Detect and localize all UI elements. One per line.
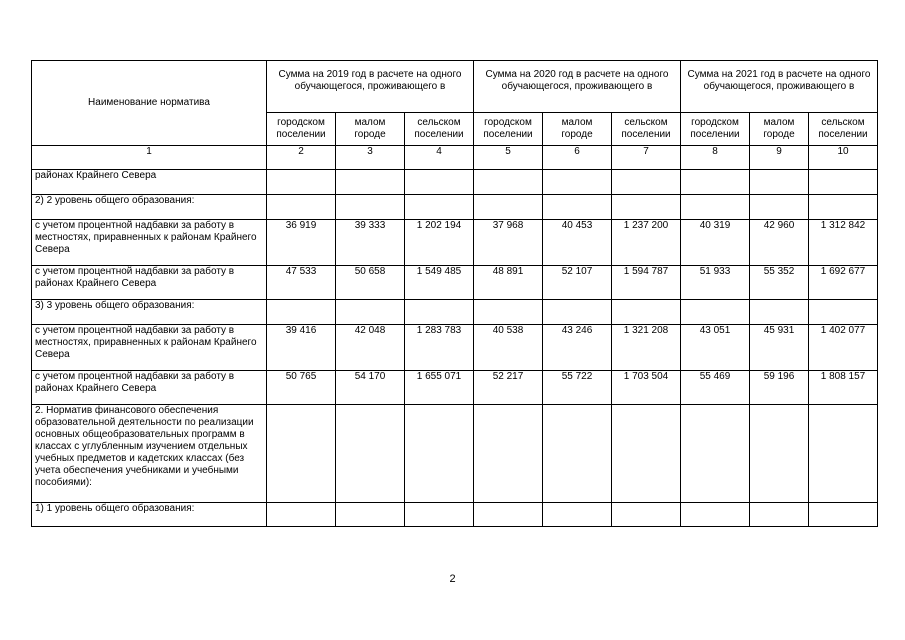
value-cell: 50 658	[336, 266, 405, 300]
value-cell: 1 321 208	[612, 325, 681, 371]
column-index: 9	[750, 146, 809, 170]
subheader-small-town: малом городе	[336, 113, 405, 146]
value-cell	[612, 405, 681, 503]
value-cell: 1 202 194	[405, 220, 474, 266]
value-cell: 47 533	[267, 266, 336, 300]
column-index: 4	[405, 146, 474, 170]
name-column-header: Наименование норматива	[32, 61, 267, 146]
column-index: 2	[267, 146, 336, 170]
value-cell: 1 692 677	[809, 266, 878, 300]
value-cell: 40 538	[474, 325, 543, 371]
row-label: с учетом процентной надбавки за работу в местностях, приравненных к районам Крайнего Севера	[32, 325, 267, 371]
page-number: 2	[449, 573, 456, 585]
value-cell	[336, 170, 405, 195]
value-cell: 1 283 783	[405, 325, 474, 371]
value-cell: 39 333	[336, 220, 405, 266]
table-row	[32, 300, 878, 325]
value-cell	[405, 503, 474, 527]
value-cell	[267, 195, 336, 220]
group-header-2019: Сумма на 2019 год в расчете на одного обучающегося, проживающего в	[267, 61, 474, 113]
value-cell: 1 549 485	[405, 266, 474, 300]
value-cell	[336, 300, 405, 325]
row-label: 2) 2 уровень общего образования:	[32, 195, 267, 220]
row-label: с учетом процентной надбавки за работу в районах Крайнего Севера	[32, 371, 267, 405]
value-cell	[809, 405, 878, 503]
subheader-rural: сельском поселении	[809, 113, 878, 146]
value-cell: 52 217	[474, 371, 543, 405]
column-index: 5	[474, 146, 543, 170]
value-cell: 45 931	[750, 325, 809, 371]
normatives-table	[31, 60, 878, 527]
value-cell	[612, 170, 681, 195]
row-label: с учетом процентной надбавки за работу в районах Крайнего Севера	[32, 266, 267, 300]
value-cell: 1 808 157	[809, 371, 878, 405]
value-cell	[750, 405, 809, 503]
value-cell	[612, 300, 681, 325]
value-cell: 37 968	[474, 220, 543, 266]
value-cell	[336, 503, 405, 527]
row-label: 2. Норматив финансового обеспечения образовательной деятельности по реализации основных общеобразовательных программ в классах с углубленным изучением отдельных учебных предметов и кадетских классах (без учета обеспечения учебниками и учебными пособиями):	[32, 405, 267, 503]
value-cell	[267, 170, 336, 195]
value-cell	[681, 405, 750, 503]
column-index-row	[32, 146, 878, 170]
column-index: 6	[543, 146, 612, 170]
value-cell: 1 312 842	[809, 220, 878, 266]
value-cell	[750, 503, 809, 527]
value-cell: 42 960	[750, 220, 809, 266]
value-cell	[543, 503, 612, 527]
group-header-2021: Сумма на 2021 год в расчете на одного обучающегося, проживающего в	[681, 61, 878, 113]
value-cell	[809, 503, 878, 527]
subheader-rural: сельском поселении	[612, 113, 681, 146]
row-label: 1) 1 уровень общего образования:	[32, 503, 267, 527]
value-cell: 55 352	[750, 266, 809, 300]
column-index: 1	[32, 146, 267, 170]
value-cell: 1 655 071	[405, 371, 474, 405]
row-label: с учетом процентной надбавки за работу в местностях, приравненных к районам Крайнего Севера	[32, 220, 267, 266]
value-cell	[474, 300, 543, 325]
value-cell	[405, 405, 474, 503]
value-cell: 50 765	[267, 371, 336, 405]
value-cell: 42 048	[336, 325, 405, 371]
value-cell: 40 453	[543, 220, 612, 266]
row-label: районах Крайнего Севера	[32, 170, 267, 195]
subheader-rural: сельском поселении	[405, 113, 474, 146]
column-index: 8	[681, 146, 750, 170]
subheader-urban: городском поселении	[267, 113, 336, 146]
value-cell	[612, 195, 681, 220]
value-cell	[809, 300, 878, 325]
value-cell	[267, 503, 336, 527]
value-cell: 39 416	[267, 325, 336, 371]
value-cell	[474, 405, 543, 503]
subheader-urban: городском поселении	[681, 113, 750, 146]
table-row	[32, 266, 878, 300]
value-cell	[267, 300, 336, 325]
value-cell	[681, 170, 750, 195]
value-cell	[474, 195, 543, 220]
group-header-2020: Сумма на 2020 год в расчете на одного обучающегося, проживающего в	[474, 61, 681, 113]
table-row	[32, 371, 878, 405]
value-cell: 43 051	[681, 325, 750, 371]
subheader-small-town: малом городе	[750, 113, 809, 146]
column-index: 10	[809, 146, 878, 170]
value-cell	[474, 503, 543, 527]
value-cell	[543, 405, 612, 503]
value-cell: 1 703 504	[612, 371, 681, 405]
value-cell	[474, 170, 543, 195]
column-index: 7	[612, 146, 681, 170]
value-cell: 1 402 077	[809, 325, 878, 371]
value-cell	[681, 503, 750, 527]
value-cell	[267, 405, 336, 503]
value-cell	[405, 170, 474, 195]
value-cell	[809, 170, 878, 195]
value-cell	[336, 405, 405, 503]
value-cell: 1 237 200	[612, 220, 681, 266]
value-cell	[750, 195, 809, 220]
value-cell: 55 722	[543, 371, 612, 405]
table-row	[32, 220, 878, 266]
value-cell	[336, 195, 405, 220]
value-cell	[750, 170, 809, 195]
table-row	[32, 170, 878, 195]
value-cell: 1 594 787	[612, 266, 681, 300]
subheader-urban: городском поселении	[474, 113, 543, 146]
value-cell: 43 246	[543, 325, 612, 371]
value-cell: 40 319	[681, 220, 750, 266]
row-label: 3) 3 уровень общего образования:	[32, 300, 267, 325]
value-cell	[405, 300, 474, 325]
table-row	[32, 503, 878, 527]
value-cell	[750, 300, 809, 325]
value-cell	[405, 195, 474, 220]
table-row	[32, 325, 878, 371]
column-index: 3	[336, 146, 405, 170]
value-cell	[543, 195, 612, 220]
value-cell	[681, 195, 750, 220]
value-cell: 48 891	[474, 266, 543, 300]
table-row	[32, 195, 878, 220]
value-cell: 55 469	[681, 371, 750, 405]
value-cell	[543, 170, 612, 195]
subheader-small-town: малом городе	[543, 113, 612, 146]
value-cell	[612, 503, 681, 527]
value-cell: 54 170	[336, 371, 405, 405]
header-row-groups	[32, 61, 878, 113]
value-cell	[809, 195, 878, 220]
value-cell	[543, 300, 612, 325]
value-cell: 51 933	[681, 266, 750, 300]
value-cell	[681, 300, 750, 325]
value-cell: 52 107	[543, 266, 612, 300]
value-cell: 36 919	[267, 220, 336, 266]
table-row	[32, 405, 878, 503]
value-cell: 59 196	[750, 371, 809, 405]
